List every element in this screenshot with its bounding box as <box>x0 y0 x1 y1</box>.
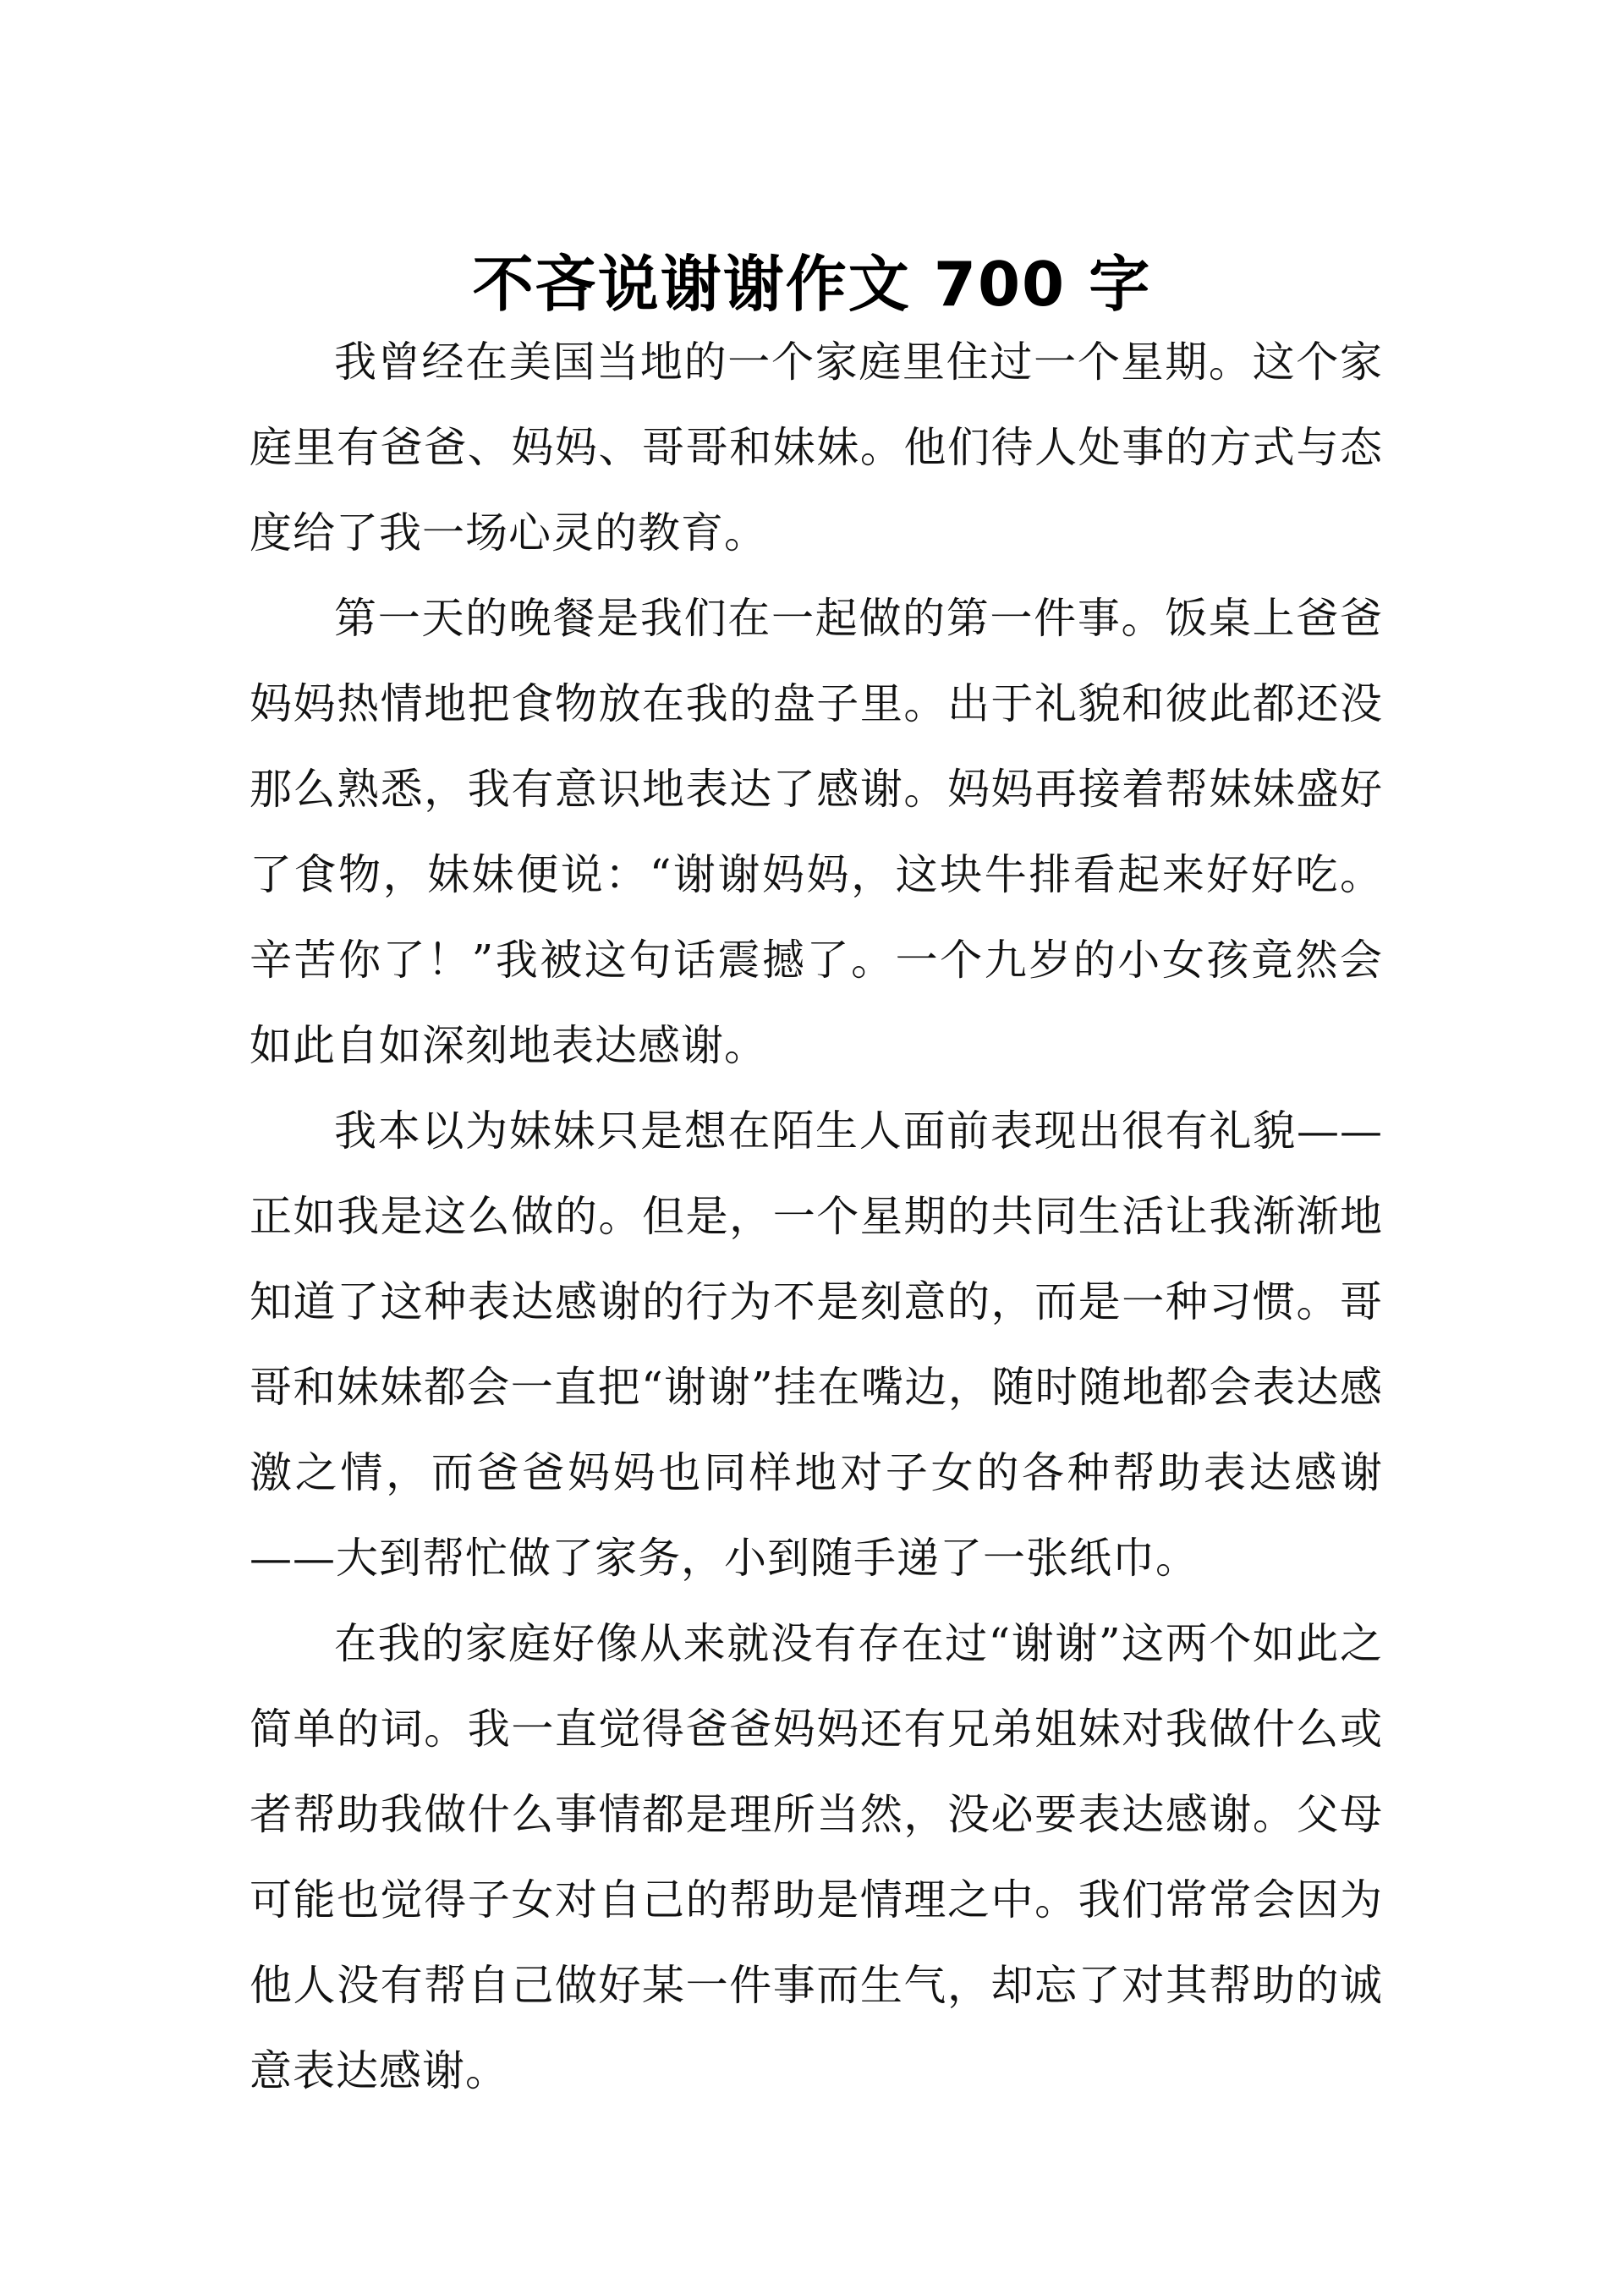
paragraph-1: 我曾经在美国当地的一个家庭里住过一个星期。这个家庭里有爸爸、妈妈、哥哥和妹妹。他们待人处事的方式与态度给了我一场心灵的教育。 <box>250 338 1383 557</box>
paragraph-4: 在我的家庭好像从来就没有存在过“谢谢”这两个如此之简单的词。我一直觉得爸爸妈妈还有兄弟姐妹对我做什么或者帮助我做什么事情都是理所当然，没必要表达感谢。父母可能也觉得子女对自己的帮助是情理之中。我们常常会因为他人没有帮自己做好某一件事而生气，却忘了对其帮助的诚意表达感谢。 <box>250 1619 1383 2095</box>
paragraph-2: 第一天的晚餐是我们在一起做的第一件事。饭桌上爸爸妈妈热情地把食物放在我的盘子里。出于礼貌和彼此都还没那么熟悉，我有意识地表达了感谢。妈妈再接着帮妹妹盛好了食物，妹妹便说：“谢谢妈妈，这块牛排看起来好好吃。辛苦你了！”我被这句话震撼了。一个九岁的小女孩竟然会如此自如深刻地表达感谢。 <box>250 594 1383 1070</box>
document-title: 不吝说谢谢作文 700 字 <box>472 249 1152 321</box>
document-body <box>250 320 1383 2114</box>
paragraph-3: 我本以为妹妹只是想在陌生人面前表现出很有礼貌——正如我是这么做的。但是，一个星期的共同生活让我渐渐地知道了这种表达感谢的行为不是刻意的，而是一种习惯。哥哥和妹妹都会一直把“谢谢”挂在嘴边，随时随地都会表达感激之情，而爸爸妈妈也同样地对子女的各种帮助表达感谢——大到帮忙做了家务，小到随手递了一张纸巾。 <box>250 1106 1383 1583</box>
